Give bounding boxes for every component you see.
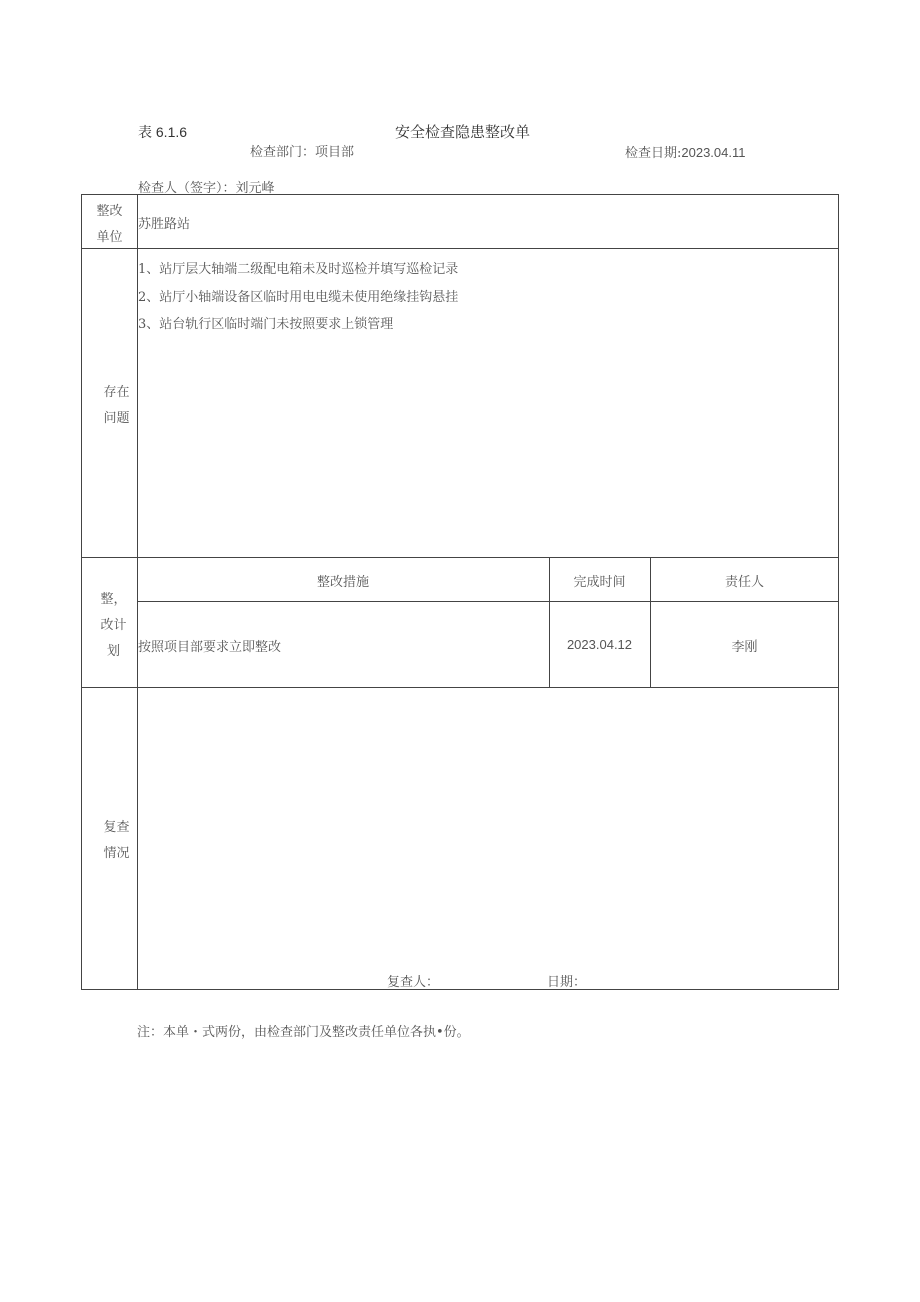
responsible-header: 责任人 [724,575,764,590]
completion-time-header: 完成时间 [573,575,626,590]
row-divider [82,557,838,558]
issue-item: 2、站厅小轴端设备区临时用电电缆未使用绝缘挂钩悬挂 [138,290,459,305]
review-label: 复查 情况 [103,820,130,861]
table-number: 表 6.1.6 [138,124,188,140]
inspector-signature: 检查人（签字）：刘元峰 [138,181,275,196]
review-date-label: 日期： [547,975,587,990]
footnote: 注：本单・式两份，由检查部门及整改责任单位各执•份。 [137,1025,470,1040]
measures-header: 整改措施 [316,575,369,590]
page-title: 安全检查隐患整改单 [395,124,531,141]
issue-item: 1、站厅层大轴端二级配电箱未及时巡检并填写巡检记录 [138,262,459,277]
plan-label: 整， 改计 划 [100,592,127,659]
inspection-date-value: 2023.04.11 [681,145,746,160]
rectification-unit-label: 整改 单位 [96,204,123,245]
inspection-department: 检查部门：项目部 [250,145,355,160]
issue-item: 3、站台轨行区临时端门未按照要求上锁管理 [138,317,394,332]
inspection-date [625,142,746,161]
row-divider [82,687,838,688]
row-divider [137,601,838,602]
issues-label: 存在 问题 [103,385,130,426]
responsible-value: 李刚 [731,640,758,655]
rectification-unit-value: 苏胜路站 [138,217,191,232]
completion-time-value: 2023.04.12 [566,637,633,652]
inspection-date-label: 检查日期: [625,146,682,161]
measure-value: 按照项目部要求立即整改 [138,640,282,655]
row-divider [82,248,838,249]
reviewer-label: 复查人： [387,975,440,990]
